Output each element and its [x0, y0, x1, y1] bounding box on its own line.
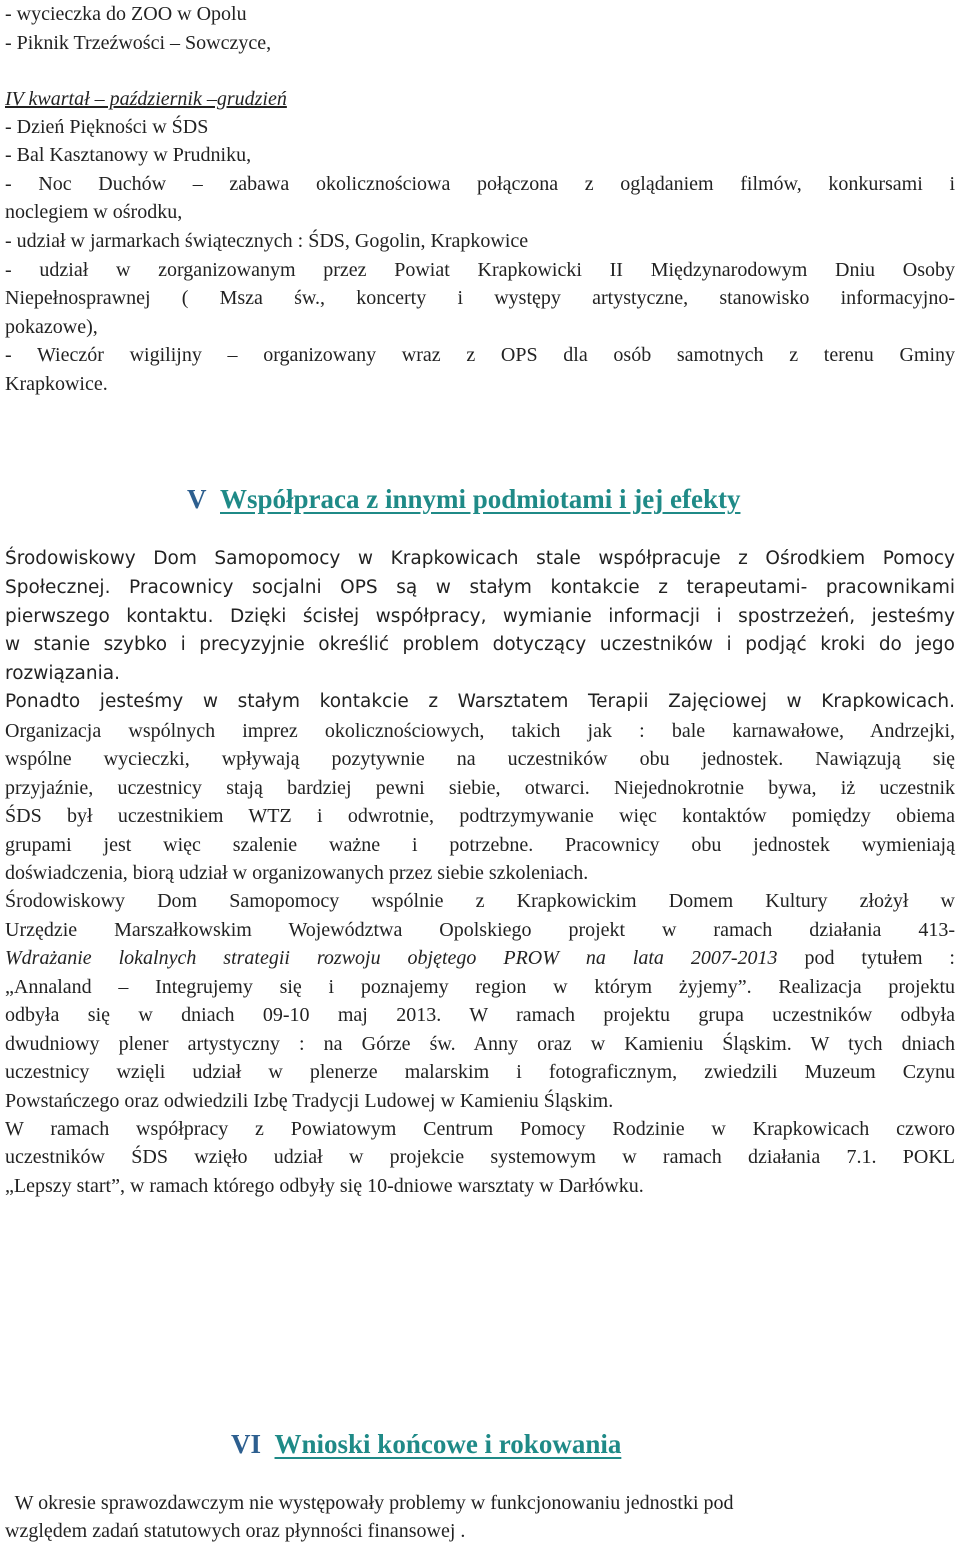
- paragraph-line: rozwiązania.: [5, 663, 120, 684]
- paragraph-line: Powstańczego oraz odwiedzili Izbę Tradycji Ludowej w Kamieniu Śląskim.: [5, 1090, 614, 1112]
- paragraph-line: W okresie sprawozdawczym nie występowały problemy w funkcjonowaniu jednostki pod: [5, 1492, 734, 1514]
- paragraph-line: wspólne wycieczki, wpływają pozytywnie na uczestników obu jednostek. Nawiązują się: [5, 748, 955, 770]
- paragraph-line: Społecznej. Pracownicy socjalni OPS są w stałym kontakcie z terapeutami- pracownikami: [5, 577, 955, 598]
- list-item: - udział w jarmarkach świątecznych : ŚDS, Gogolin, Krapkowice: [5, 230, 529, 252]
- list-item: - wycieczka do ZOO w Opolu: [5, 3, 247, 25]
- paragraph-line: ŚDS był uczestnikiem WTZ i odwrotnie, podtrzymywanie więc kontaktów pomiędzy obiema: [5, 805, 955, 827]
- paragraph-line: „Lepszy start”, w ramach którego odbyły się 10-dniowe warsztaty w Darłówku.: [5, 1175, 644, 1197]
- paragraph-line: w stanie szybko i precyzyjnie określić problem dotyczący uczestników i podjąć kroki do jego: [5, 634, 955, 655]
- paragraph-line: doświadczenia, biorą udział w organizowanych przez siebie szkoleniach.: [5, 862, 589, 884]
- paragraph-line: uczestnicy wzięli udział w plenerze malarskim i fotograficznym, zwiedzili Muzeum Czynu: [5, 1061, 955, 1083]
- list-item: - Bal Kasztanowy w Prudniku,: [5, 144, 252, 166]
- section-title: Współpraca z innymi podmiotami i jej efekty: [220, 484, 741, 514]
- list-item: Niepełnosprawnej ( Msza św., koncerty i występy artystyczne, stanowisko informacyjno-: [5, 287, 955, 309]
- section-number: VI: [231, 1429, 262, 1459]
- paragraph-line: względem zadań statutowych oraz płynności finansowej .: [5, 1520, 466, 1542]
- paragraph-line: pierwszego kontaktu. Dzięki ścisłej współpracy, wymianie informacji i spostrzeżeń, jesteśmy: [5, 606, 955, 627]
- paragraph-line: W ramach współpracy z Powiatowym Centrum Pomocy Rodzinie w Krapkowicach czworo: [5, 1118, 955, 1140]
- list-item: - udział w zorganizowanym przez Powiat Krapkowicki II Międzynarodowym Dniu Osoby: [5, 259, 955, 281]
- paragraph-line: „Annaland – Integrujemy się i poznajemy region w którym żyjemy”. Realizacja projektu: [5, 976, 955, 998]
- paragraph-line: dwudniowy plener artystyczny : na Górze św. Anny oraz w Kamieniu Śląskim. W tych dniach: [5, 1033, 955, 1055]
- list-item: - Dzień Piękności w ŚDS: [5, 116, 209, 138]
- line-suffix: pod tytułem :: [804, 947, 955, 969]
- paragraph-line: Środowiskowy Dom Samopomocy wspólnie z Krapkowickim Domem Kultury złożył w: [5, 890, 955, 912]
- section-5-heading: [187, 484, 740, 515]
- quarter-heading: IV kwartał – październik –grudzień: [5, 88, 287, 110]
- paragraph-line: przyjaźnie, uczestnicy stają bardziej pewni siebie, otwarci. Niejednokrotnie bywa, iż uczestnik: [5, 777, 955, 799]
- list-item: - Piknik Trzeźwości – Sowczyce,: [5, 32, 272, 54]
- paragraph-line: Ponadto jesteśmy w stałym kontakcie z Warsztatem Terapii Zajęciowej w Krapkowicach.: [5, 691, 955, 712]
- section-number: V: [187, 484, 207, 514]
- paragraph-line: Środowiskowy Dom Samopomocy w Krapkowicach stale współpracuje z Ośrodkiem Pomocy: [5, 548, 955, 569]
- section-6-heading: [231, 1429, 621, 1460]
- list-item: pokazowe),: [5, 316, 98, 338]
- paragraph-line: Organizacja wspólnych imprez okolicznościowych, takich jak : bale karnawałowe, Andrzejki,: [5, 720, 955, 742]
- section-title: Wnioski końcowe i rokowania: [274, 1429, 622, 1459]
- list-item: - Wieczór wigilijny – organizowany wraz z OPS dla osób samotnych z terenu Gminy: [5, 344, 955, 366]
- list-item: noclegiem w ośrodku,: [5, 201, 183, 223]
- paragraph-line: Urzędzie Marszałkowskim Województwa Opolskiego projekt w ramach działania 413-: [5, 919, 955, 941]
- paragraph-line: odbyła się w dniach 09-10 maj 2013. W ramach projektu grupa uczestników odbyła: [5, 1004, 955, 1026]
- paragraph-line: grupami jest więc szalenie ważne i potrzebne. Pracownicy obu jednostek wymieniają: [5, 834, 955, 856]
- paragraph-line: [5, 944, 955, 972]
- list-item: Krapkowice.: [5, 373, 108, 395]
- paragraph-line: uczestników ŚDS wzięło udział w projekcie systemowym w ramach działania 7.1. POKL: [5, 1146, 955, 1168]
- list-item: - Noc Duchów – zabawa okolicznościowa połączona z oglądaniem filmów, konkursami i: [5, 173, 955, 195]
- italic-fragment: Wdrażanie lokalnych strategii rozwoju objętego PROW na lata 2007-2013: [5, 947, 778, 969]
